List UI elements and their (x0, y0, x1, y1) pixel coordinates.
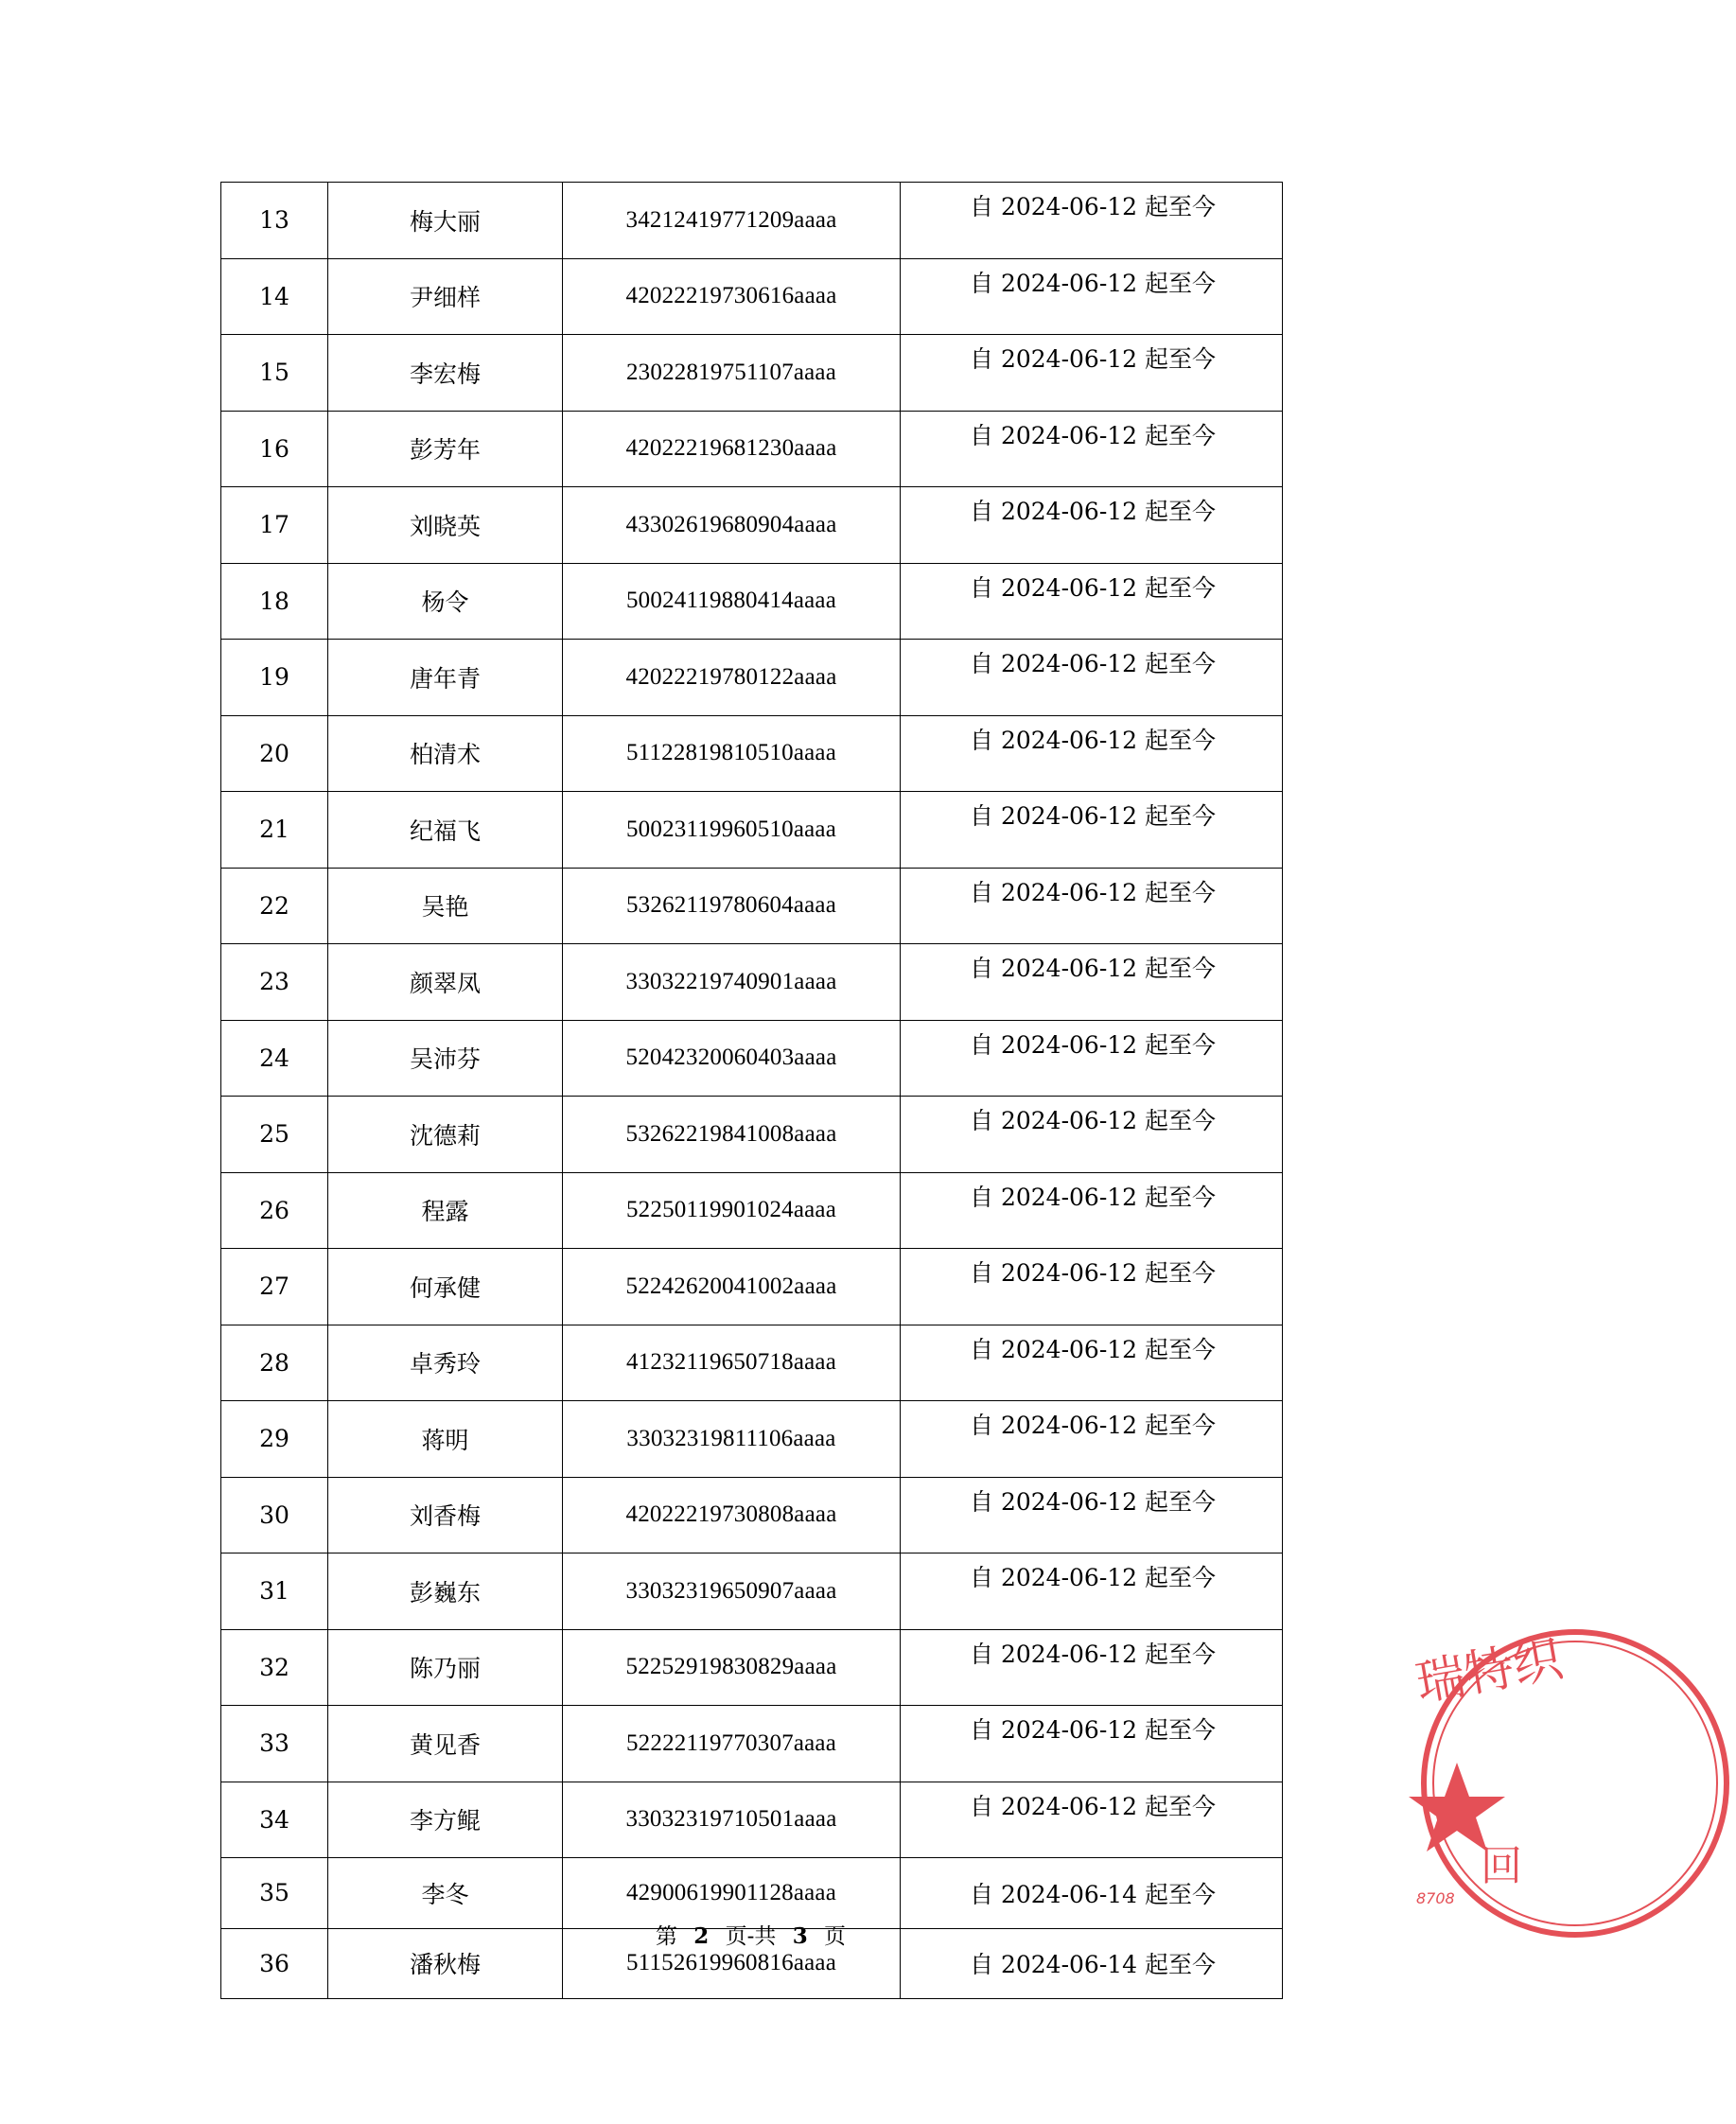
table-row (221, 183, 1283, 259)
name-cell: 彭巍东 (328, 1554, 563, 1630)
period-cell: 自 2024-06-12 起至今 (901, 1629, 1283, 1706)
row-number-cell: 16 (221, 411, 328, 487)
id-number-cell: 33032219740901aaaa (563, 944, 901, 1021)
period-cell: 自 2024-06-12 起至今 (901, 1325, 1283, 1401)
row-number-cell: 19 (221, 640, 328, 716)
table-row (221, 792, 1283, 869)
id-number-cell: 52252919830829aaaa (563, 1629, 901, 1706)
table-row (221, 1782, 1283, 1858)
seal-bottom-number: 8708 (1416, 1889, 1455, 1907)
name-cell: 吴艳 (328, 868, 563, 944)
row-number-cell: 13 (221, 183, 328, 259)
row-number-cell: 27 (221, 1249, 328, 1325)
staff-table (220, 182, 1283, 1999)
period-cell: 自 2024-06-12 起至今 (901, 563, 1283, 640)
period-cell: 自 2024-06-12 起至今 (901, 258, 1283, 335)
name-cell: 程露 (328, 1172, 563, 1249)
name-cell: 柏清术 (328, 715, 563, 792)
id-number-cell: 50024119880414aaaa (563, 563, 901, 640)
id-number-cell: 51122819810510aaaa (563, 715, 901, 792)
row-number-cell: 22 (221, 868, 328, 944)
row-number-cell: 14 (221, 258, 328, 335)
id-number-cell: 42022219730808aaaa (563, 1477, 901, 1554)
id-number-cell: 33032319811106aaaa (563, 1401, 901, 1478)
row-number-cell: 20 (221, 715, 328, 792)
period-cell: 自 2024-06-12 起至今 (901, 487, 1283, 564)
period-cell: 自 2024-06-14 起至今 (901, 1928, 1283, 1999)
row-number-cell: 25 (221, 1097, 328, 1173)
name-cell: 纪福飞 (328, 792, 563, 869)
row-number-cell: 21 (221, 792, 328, 869)
table-row (221, 1020, 1283, 1097)
name-cell: 卓秀玲 (328, 1325, 563, 1401)
footer-prefix: 第 (655, 1924, 677, 1949)
period-cell: 自 2024-06-12 起至今 (901, 868, 1283, 944)
id-number-cell: 53262119780604aaaa (563, 868, 901, 944)
row-number-cell: 24 (221, 1020, 328, 1097)
period-cell: 自 2024-06-12 起至今 (901, 1706, 1283, 1782)
table-row (221, 1858, 1283, 1929)
id-number-cell: 51152619960816aaaa (563, 1928, 901, 1999)
period-cell: 自 2024-06-12 起至今 (901, 1782, 1283, 1858)
total-page-number: 3 (792, 1923, 808, 1949)
period-cell: 自 2024-06-12 起至今 (901, 335, 1283, 412)
name-cell: 李宏梅 (328, 335, 563, 412)
name-cell: 唐年青 (328, 640, 563, 716)
seal-graphic (1414, 1623, 1736, 1944)
id-number-cell: 42022219780122aaaa (563, 640, 901, 716)
page-footer (0, 1919, 1501, 1950)
period-cell: 自 2024-06-12 起至今 (901, 1249, 1283, 1325)
table-row (221, 944, 1283, 1021)
name-cell: 何承健 (328, 1249, 563, 1325)
table-row (221, 1325, 1283, 1401)
row-number-cell: 34 (221, 1782, 328, 1858)
period-cell: 自 2024-06-12 起至今 (901, 1554, 1283, 1630)
id-number-cell: 42022219681230aaaa (563, 411, 901, 487)
id-number-cell: 23022819751107aaaa (563, 335, 901, 412)
id-number-cell: 52222119770307aaaa (563, 1706, 901, 1782)
table-row (221, 1629, 1283, 1706)
name-cell: 黄见香 (328, 1706, 563, 1782)
period-cell: 自 2024-06-12 起至今 (901, 1097, 1283, 1173)
id-number-cell: 33032319650907aaaa (563, 1554, 901, 1630)
period-cell: 自 2024-06-12 起至今 (901, 944, 1283, 1021)
row-number-cell: 18 (221, 563, 328, 640)
table-row (221, 1097, 1283, 1173)
table-row (221, 1706, 1283, 1782)
name-cell: 沈德莉 (328, 1097, 563, 1173)
seal-side-text: 回 (1481, 1842, 1522, 1890)
period-cell: 自 2024-06-12 起至今 (901, 640, 1283, 716)
footer-suffix: 页 (824, 1924, 847, 1949)
name-cell: 李冬 (328, 1858, 563, 1929)
id-number-cell: 52042320060403aaaa (563, 1020, 901, 1097)
table-row (221, 640, 1283, 716)
id-number-cell: 42022219730616aaaa (563, 258, 901, 335)
id-number-cell: 50023119960510aaaa (563, 792, 901, 869)
table-body (221, 183, 1283, 1999)
row-number-cell: 30 (221, 1477, 328, 1554)
row-number-cell: 32 (221, 1629, 328, 1706)
period-cell: 自 2024-06-12 起至今 (901, 1477, 1283, 1554)
period-cell: 自 2024-06-12 起至今 (901, 1172, 1283, 1249)
name-cell: 彭芳年 (328, 411, 563, 487)
name-cell: 梅大丽 (328, 183, 563, 259)
id-number-cell: 33032319710501aaaa (563, 1782, 901, 1858)
seal-top-text: 瑞特织 (1412, 1630, 1568, 1713)
name-cell: 刘晓英 (328, 487, 563, 564)
period-cell: 自 2024-06-12 起至今 (901, 715, 1283, 792)
table-row (221, 868, 1283, 944)
row-number-cell: 17 (221, 487, 328, 564)
period-cell: 自 2024-06-12 起至今 (901, 411, 1283, 487)
table-row (221, 487, 1283, 564)
table-row (221, 1172, 1283, 1249)
row-number-cell: 28 (221, 1325, 328, 1401)
name-cell: 蒋明 (328, 1401, 563, 1478)
period-cell: 自 2024-06-12 起至今 (901, 183, 1283, 259)
footer-middle: 页-共 (725, 1924, 777, 1949)
name-cell: 杨令 (328, 563, 563, 640)
current-page-number: 2 (693, 1923, 710, 1949)
row-number-cell: 26 (221, 1172, 328, 1249)
id-number-cell: 52250119901024aaaa (563, 1172, 901, 1249)
name-cell: 李方鲲 (328, 1782, 563, 1858)
period-cell: 自 2024-06-12 起至今 (901, 1401, 1283, 1478)
id-number-cell: 41232119650718aaaa (563, 1325, 901, 1401)
row-number-cell: 35 (221, 1858, 328, 1929)
name-cell: 尹细样 (328, 258, 563, 335)
period-cell: 自 2024-06-12 起至今 (901, 1020, 1283, 1097)
id-number-cell: 43302619680904aaaa (563, 487, 901, 564)
table-row (221, 715, 1283, 792)
name-cell: 颜翠凤 (328, 944, 563, 1021)
table-row (221, 1401, 1283, 1478)
id-number-cell: 34212419771209aaaa (563, 183, 901, 259)
name-cell: 刘香梅 (328, 1477, 563, 1554)
company-seal-stamp (1412, 1623, 1568, 1944)
table-row (221, 1477, 1283, 1554)
name-cell: 陈乃丽 (328, 1629, 563, 1706)
id-number-cell: 52242620041002aaaa (563, 1249, 901, 1325)
row-number-cell: 15 (221, 335, 328, 412)
table-row (221, 335, 1283, 412)
period-cell: 自 2024-06-14 起至今 (901, 1858, 1283, 1929)
name-cell: 潘秋梅 (328, 1928, 563, 1999)
table-row (221, 1554, 1283, 1630)
id-number-cell: 53262219841008aaaa (563, 1097, 901, 1173)
row-number-cell: 23 (221, 944, 328, 1021)
row-number-cell: 36 (221, 1928, 328, 1999)
table-row (221, 1249, 1283, 1325)
row-number-cell: 31 (221, 1554, 328, 1630)
row-number-cell: 29 (221, 1401, 328, 1478)
name-cell: 吴沛芬 (328, 1020, 563, 1097)
table-row (221, 411, 1283, 487)
id-number-cell: 42900619901128aaaa (563, 1858, 901, 1929)
row-number-cell: 33 (221, 1706, 328, 1782)
period-cell: 自 2024-06-12 起至今 (901, 792, 1283, 869)
table-row (221, 258, 1283, 335)
table-row (221, 563, 1283, 640)
